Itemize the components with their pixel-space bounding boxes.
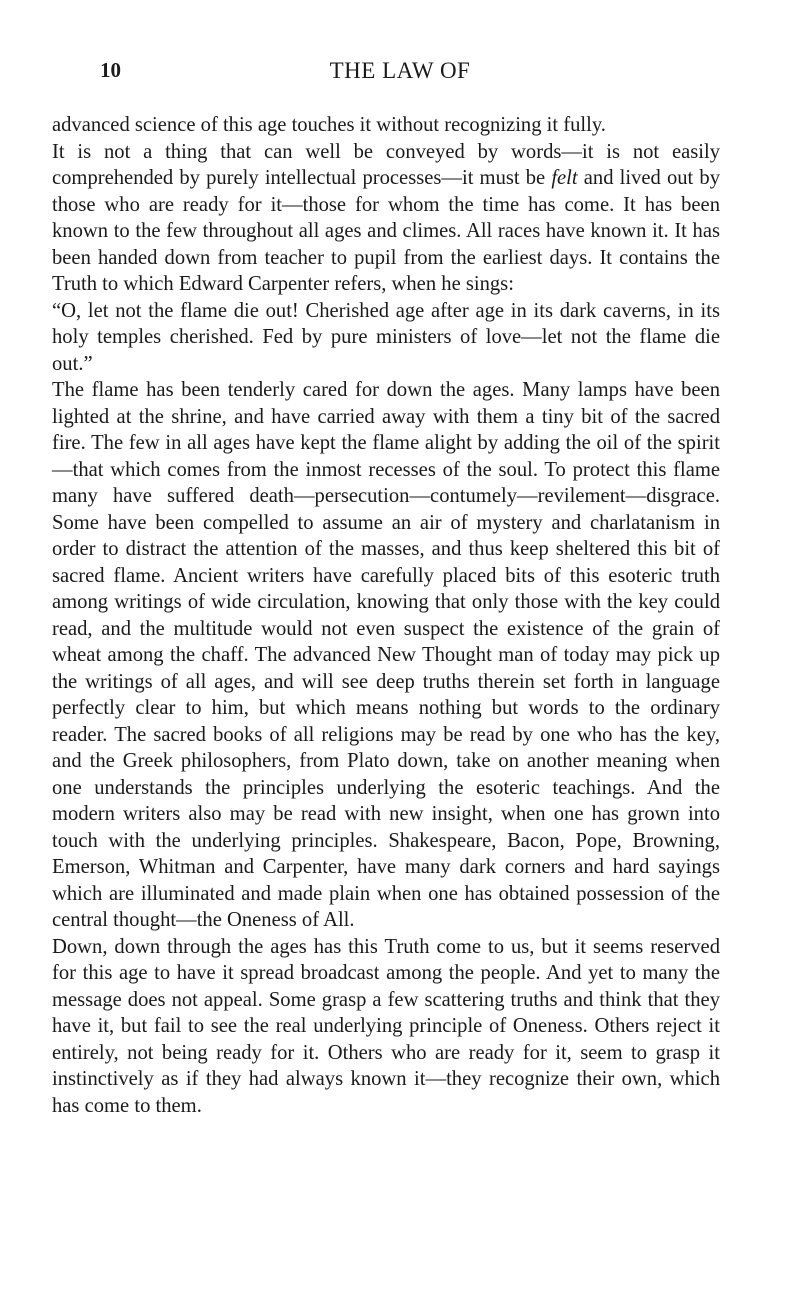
- page-header: [0, 58, 800, 88]
- paragraph-quotation: “O, let not the flame die out! Cherished age after age in its dark caverns, in its holy temples cherished. Fed by pure ministers of love—let not the flame die out.”: [52, 299, 720, 375]
- paragraph-continuation: advanced science of this age touches it without recognizing it fully.: [52, 114, 606, 136]
- running-head: THE LAW OF: [329, 58, 471, 83]
- emphasized-word: felt: [551, 167, 578, 189]
- paragraph-down-the-ages: Down, down through the ages has this Truth come to us, but it seems reserved for this age to have it spread broadcast among the people. And yet to many the message does not appeal. Some grasp a few scattering truths and think that they have it, but fail to see the real underlying principle of Oneness. Others reject it entirely, not being ready for it. Others who are ready for it, seem to grasp it instinctively as if they had always known it—they recognize their own, which has come to them.: [52, 935, 720, 1117]
- paragraph-text: It is not a thing that can well be conveyed by words—it is not easily comprehended by purely intellectual processes—it must be: [52, 140, 720, 189]
- page-number: 10: [100, 58, 121, 82]
- paragraph-text: and lived out by those who are ready for it—those for whom the time has come. It has been known to the few throughout all ages and climes. All races have known it. It has been handed down from teacher to pupil from the earliest days. It contains the Truth to which Edward Carpenter refers, when he sings:: [52, 167, 720, 295]
- paragraph-flame: The flame has been tenderly cared for down the ages. Many lamps have been lighted at the shrine, and have carried away with them a tiny bit of the sacred fire. The few in all ages have kept the flame alight by adding the oil of the spirit—that which comes from the inmost recesses of the soul. To protect this flame many have suffered death—persecution—contumely—revilement—disgrace. Some have been compelled to assume an air of mystery and charlatanism in order to distract the attention of the masses, and thus keep sheltered this bit of sacred flame. Ancient writers have carefully placed bits of this esoteric truth among writings of wide circulation, knowing that only those with the key could read, and the multitude would not even suspect the existence of the grain of wheat among the chaff. The advanced New Thought man of today may pick up the writings of all ages, and will see deep truths therein set forth in language perfectly clear to him, but which means nothing but words to the ordinary reader. The sacred books of all religions may be read by one who has the key, and the Greek philosophers, from Plato down, take on another meaning when one understands the principles underlying the esoteric teachings. And the modern writers also may be read with new insight, when one has grown into touch with the underlying principles. Shakespeare, Bacon, Pope, Browning, Emerson, Whitman and Carpenter, have many dark corners and hard sayings which are illuminated and made plain when one has obtained possession of the central thought—the Oneness of All.: [52, 379, 720, 931]
- paragraph-truth-conveyed: [52, 139, 720, 298]
- body-text: [52, 112, 720, 1119]
